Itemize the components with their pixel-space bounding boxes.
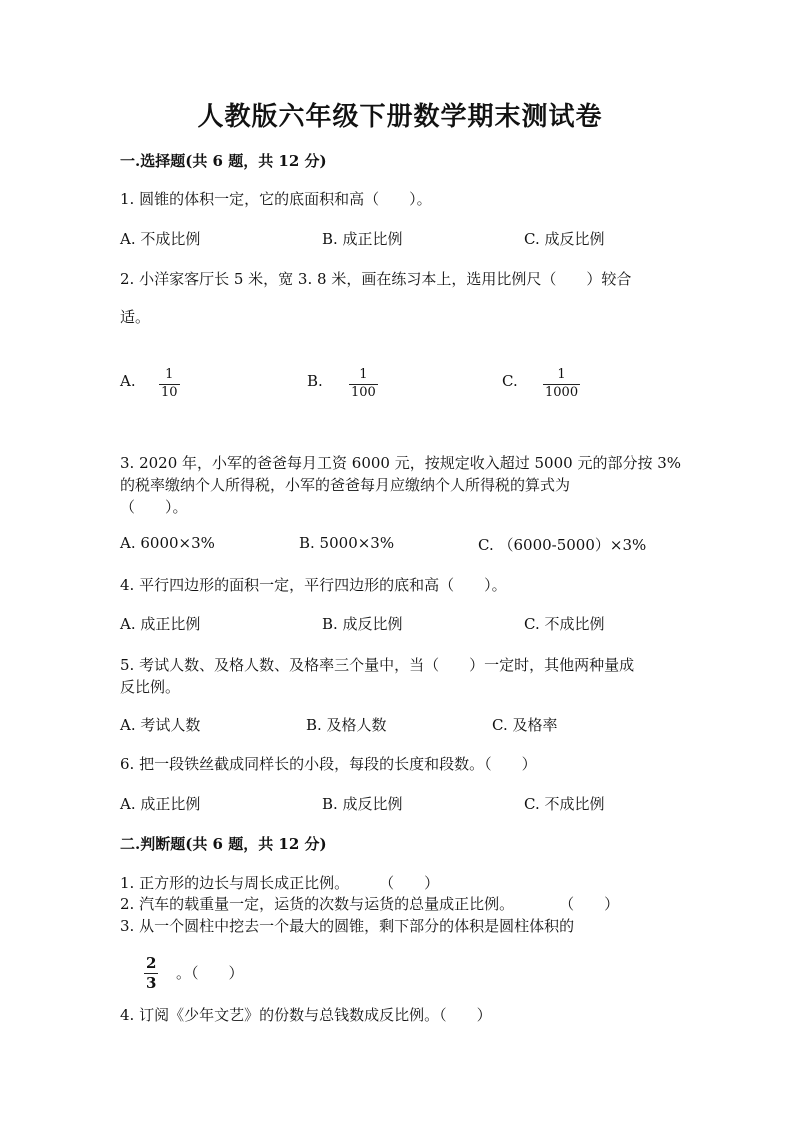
page-title: 人教版六年级下册数学期末测试卷 [197,102,603,132]
question-2-option-b-letter: B. [307,372,323,390]
question-1-option-b: B. 成正比例 [322,230,403,248]
fraction-denominator: 100 [351,384,376,400]
fraction-numerator: 1 [165,367,174,382]
question-3-option-a: A. 6000×3% [120,534,215,552]
question-5-text-line1: 5. 考试人数、及格人数、及格率三个量中，当（ ）一定时，其他两种量成 [120,656,635,674]
judgement-item-3: 3. 从一个圆柱中挖去一个最大的圆锥，剩下部分的体积是圆柱体积的 [120,917,575,935]
question-2-text-line2: 适。 [120,308,151,326]
fraction-denominator: 1000 [545,384,579,400]
question-6-option-a: A. 成正比例 [120,795,201,813]
question-5-option-a: A. 考试人数 [120,716,201,734]
question-2-option-c-fraction [543,368,580,401]
fraction-numerator: 2 [146,954,157,972]
question-6-text: 6. 把一段铁丝截成同样长的小段，每段的长度和段数。（ ） [120,755,537,773]
question-3-option-b: B. 5000×3% [299,534,395,552]
question-6-option-c: C. 不成比例 [524,795,605,813]
question-2-option-a-fraction [159,368,180,401]
fraction-denominator: 3 [146,974,157,993]
judgement-item-4: 4. 订阅《少年文艺》的份数与总钱数成反比例。（ ） [120,1006,492,1024]
question-4-option-c: C. 不成比例 [524,615,605,633]
question-4-option-b: B. 成反比例 [322,615,403,633]
question-3-text-line3: （ ）。 [120,498,188,516]
question-4-option-a: A. 成正比例 [120,615,201,633]
question-6-option-b: B. 成反比例 [322,795,403,813]
fraction-numerator: 1 [557,367,566,382]
section-heading-judgement: 二.判断题(共 6 题，共 12 分) [120,835,327,853]
fraction-numerator: 1 [359,367,368,382]
question-2-text-line1: 2. 小洋家客厅长 5 米，宽 3. 8 米，画在练习本上，选用比例尺（ ）较合 [120,270,632,288]
question-2-option-a-letter: A. [120,372,136,390]
question-3-option-c: C. （6000-5000）×3% [478,536,647,554]
question-4-text: 4. 平行四边形的面积一定，平行四边形的底和高（ ）。 [120,576,507,594]
question-1-option-a: A. 不成比例 [120,230,201,248]
question-1-option-c: C. 成反比例 [524,230,605,248]
question-2-option-c-letter: C. [502,372,518,390]
question-1-text: 1. 圆锥的体积一定，它的底面积和高（ ）。 [120,190,432,208]
question-5-option-b: B. 及格人数 [306,716,387,734]
question-5-option-c: C. 及格率 [492,716,558,734]
judgement-item-1: 1. 正方形的边长与周长成正比例。 （ ） [120,874,440,892]
question-3-text-line2: 的税率缴纳个人所得税，小军的爸爸每月应缴纳个人所得税的算式为 [120,476,571,494]
judgement-item-3-tail: 。（ ） [176,964,244,982]
section-heading-choice: 一.选择题(共 6 题，共 12 分) [120,152,327,170]
judgement-item-2: 2. 汽车的载重量一定，运货的次数与运货的总量成正比例。 （ ） [120,895,620,913]
fraction-denominator: 10 [161,384,178,400]
judgement-item-3-fraction [144,955,158,993]
question-5-text-line2: 反比例。 [120,678,181,696]
question-2-option-b-fraction [349,368,378,401]
question-3-text-line1: 3. 2020 年，小军的爸爸每月工资 6000 元，按规定收入超过 5000 元的部分按 3% [120,454,682,472]
